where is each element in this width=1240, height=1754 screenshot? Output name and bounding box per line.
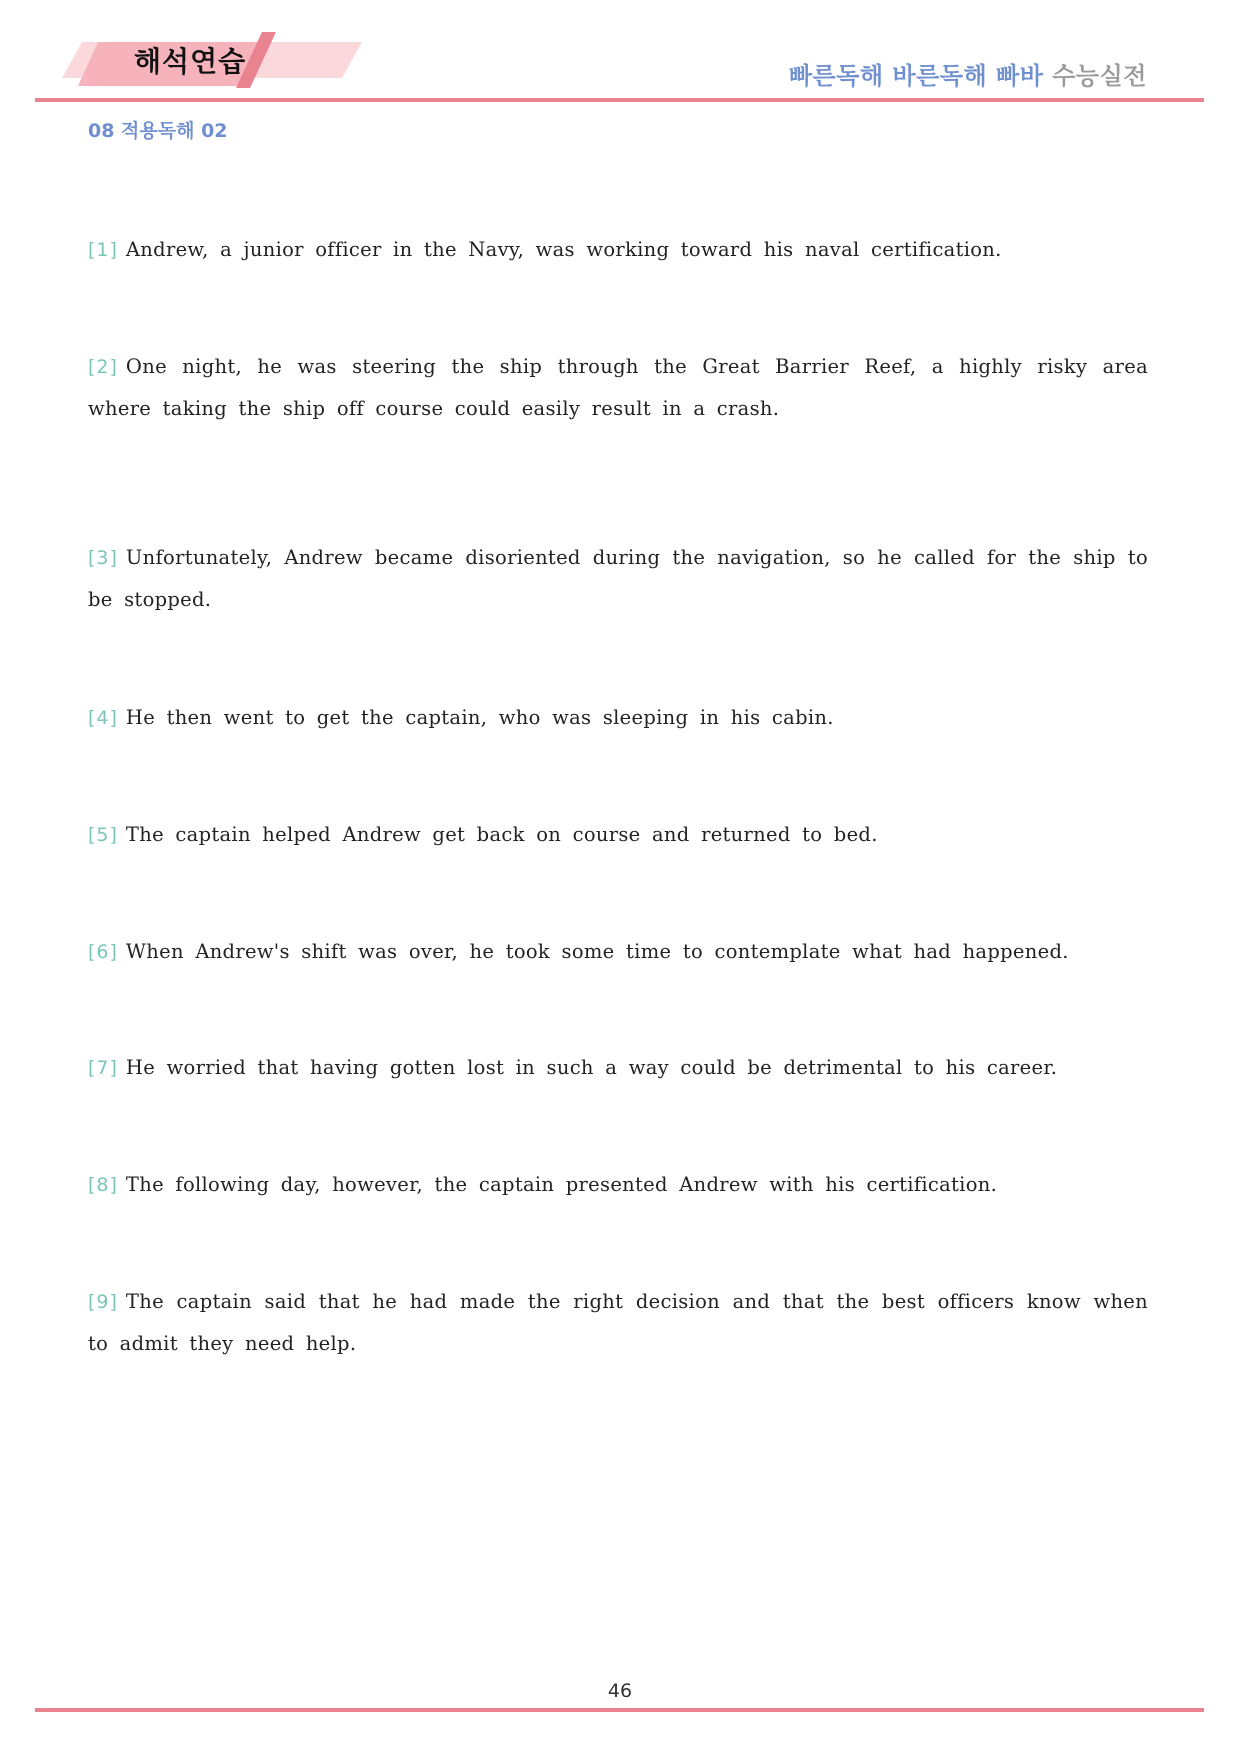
sentence-number: [1] xyxy=(88,239,118,261)
sentence-number: [5] xyxy=(88,824,118,846)
header-divider xyxy=(35,98,1204,102)
sentence-item xyxy=(88,931,1148,973)
sentence-item xyxy=(88,537,1148,621)
sentence-item xyxy=(88,697,1148,739)
sentence-text: The captain said that he had made the right decision and that the best officers know when to admit they need help. xyxy=(88,1290,1148,1355)
sentence-number: [4] xyxy=(88,707,118,729)
sentence-number: [7] xyxy=(88,1057,118,1079)
book-title-main: 빠른독해 바른독해 빠바 xyxy=(788,62,1044,90)
header-title: 해석연습 xyxy=(134,45,247,78)
sentence-text: One night, he was steering the ship through the Great Barrier Reef, a highly risky area where taking the ship off course could easily result in a crash. xyxy=(88,355,1148,420)
sentence-item xyxy=(88,814,1148,856)
sentence-item xyxy=(88,1047,1148,1089)
footer-divider xyxy=(35,1708,1204,1712)
sentence-number: [3] xyxy=(88,547,118,569)
book-title xyxy=(789,56,1147,91)
sentence-item xyxy=(88,1164,1148,1206)
sentence-number: [2] xyxy=(88,356,118,378)
page-number: 46 xyxy=(607,1680,633,1702)
sentence-item xyxy=(88,229,1148,271)
sentence-number: [9] xyxy=(88,1291,118,1313)
sentence-text: He worried that having gotten lost in such a way could be detrimental to his career. xyxy=(125,1056,1058,1079)
book-title-sub: 수능실전 xyxy=(1052,62,1147,90)
sentence-text: Unfortunately, Andrew became disoriented during the navigation, so he called for the ship to be stopped. xyxy=(88,546,1148,611)
sentence-text: He then went to get the captain, who was sleeping in his cabin. xyxy=(125,706,834,729)
sentence-text: Andrew, a junior officer in the Navy, was working toward his naval certification. xyxy=(125,238,1002,261)
section-label: 08 적용독해 02 xyxy=(88,120,228,142)
page-header xyxy=(0,0,1240,110)
sentence-text: The following day, however, the captain presented Andrew with his certification. xyxy=(125,1173,998,1196)
sentence-text: The captain helped Andrew get back on course and returned to bed. xyxy=(125,823,878,846)
sentence-text: When Andrew's shift was over, he took some time to contemplate what had happened. xyxy=(125,940,1069,963)
sentence-item xyxy=(88,1281,1148,1365)
sentence-item xyxy=(88,346,1148,430)
sentence-number: [8] xyxy=(88,1174,118,1196)
sentence-number: [6] xyxy=(88,941,118,963)
